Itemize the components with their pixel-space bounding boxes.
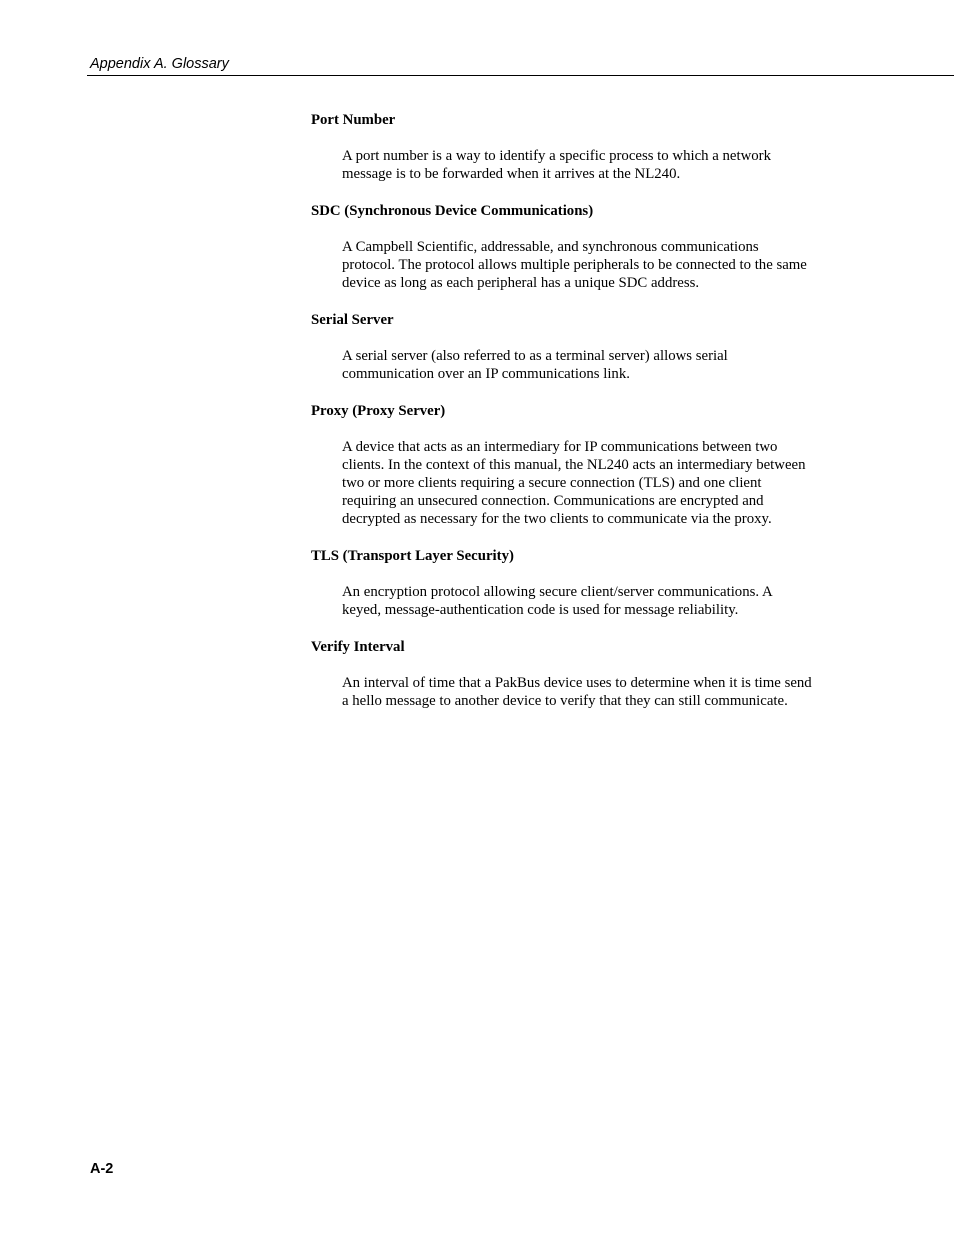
- glossary-entry-port-number: [311, 111, 811, 183]
- glossary-term: Serial Server: [311, 312, 394, 328]
- glossary-definition: A Campbell Scientific, addressable, and synchronous communications protocol. The protocol allows multiple peripherals to be connected to the same device as long as each peripheral has a unique SDC address.: [342, 239, 807, 291]
- glossary-term: Proxy (Proxy Server): [311, 403, 446, 419]
- glossary-entry-sdc: [311, 202, 811, 292]
- glossary-definition: An encryption protocol allowing secure client/server communications. A keyed, message-authentication code is used for message reliability.: [342, 584, 772, 618]
- glossary-entry-serial-server: [311, 311, 811, 383]
- running-header: Appendix A. Glossary: [90, 56, 229, 72]
- glossary-definition: A device that acts as an intermediary for IP communications between two clients. In the context of this manual, the NL240 acts an intermediary between two or more clients requiring a secure connection (TLS) and one client requiring an unsecured connection. Communications are encrypted and decrypted as necessary for the two clients to communicate via the proxy.: [342, 439, 806, 527]
- glossary-term: Verify Interval: [311, 639, 405, 655]
- glossary-entry-tls: [311, 547, 811, 619]
- glossary-list: [311, 111, 811, 729]
- glossary-entry-verify-interval: [311, 638, 811, 710]
- glossary-definition: A port number is a way to identify a specific process to which a network message is to be forwarded when it arrives at the NL240.: [342, 148, 771, 182]
- glossary-term: TLS (Transport Layer Security): [311, 548, 514, 564]
- header-rule: [87, 75, 954, 76]
- glossary-entry-proxy: [311, 402, 811, 528]
- page-number: A-2: [90, 1161, 114, 1177]
- glossary-term: Port Number: [311, 112, 396, 128]
- glossary-definition: An interval of time that a PakBus device uses to determine when it is time send a hello message to another device to verify that they can still communicate.: [342, 675, 812, 709]
- glossary-definition: A serial server (also referred to as a terminal server) allows serial communication over an IP communications link.: [342, 348, 728, 382]
- glossary-term: SDC (Synchronous Device Communications): [311, 203, 594, 219]
